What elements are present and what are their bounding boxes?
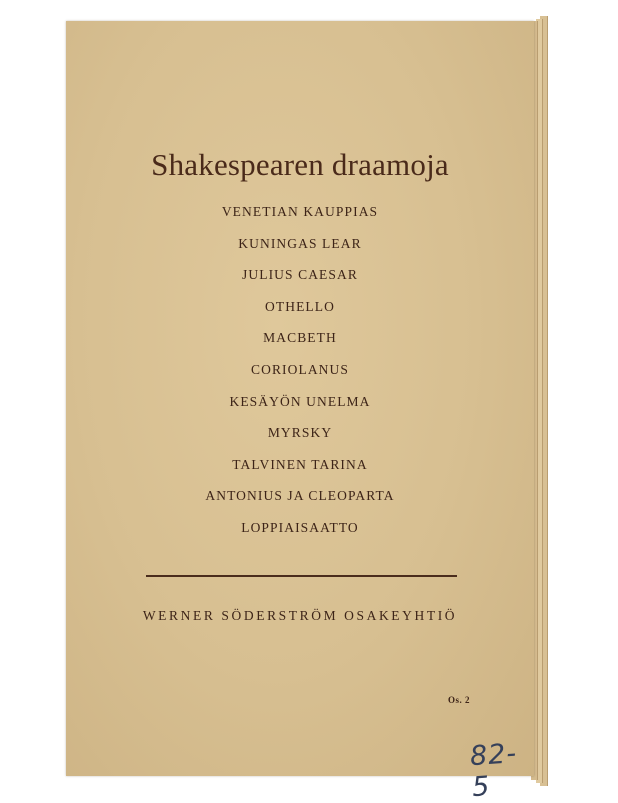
list-item: ANTONIUS JA CLEOPARTA bbox=[205, 488, 395, 504]
publisher-name: WERNER SÖDERSTRÖM OSAKEYHTIÖ bbox=[142, 608, 458, 623]
list-item: KUNINGAS LEAR bbox=[238, 235, 362, 251]
list-item: LOPPIAISAATTO bbox=[241, 519, 359, 535]
list-item: VENETIAN KAUPPIAS bbox=[221, 204, 379, 219]
print-code: Os. 2 bbox=[448, 695, 471, 705]
book-back-cover bbox=[66, 21, 534, 803]
play-list bbox=[66, 196, 534, 544]
list-item: MYRSKY bbox=[267, 425, 333, 441]
list-item: OTHELLO bbox=[265, 298, 335, 314]
list-item: CORIOLANUS bbox=[250, 361, 349, 377]
divider bbox=[146, 575, 457, 577]
list-item: TALVINEN TARINA bbox=[232, 456, 368, 472]
list-item: MACBETH bbox=[263, 330, 337, 346]
list-item: KESÄYÖN UNELMA bbox=[229, 393, 371, 409]
list-item: JULIUS CAESAR bbox=[242, 267, 358, 283]
handwritten-note: 82-5 bbox=[468, 737, 519, 803]
page-title: Shakespearen draamoja bbox=[151, 147, 449, 182]
